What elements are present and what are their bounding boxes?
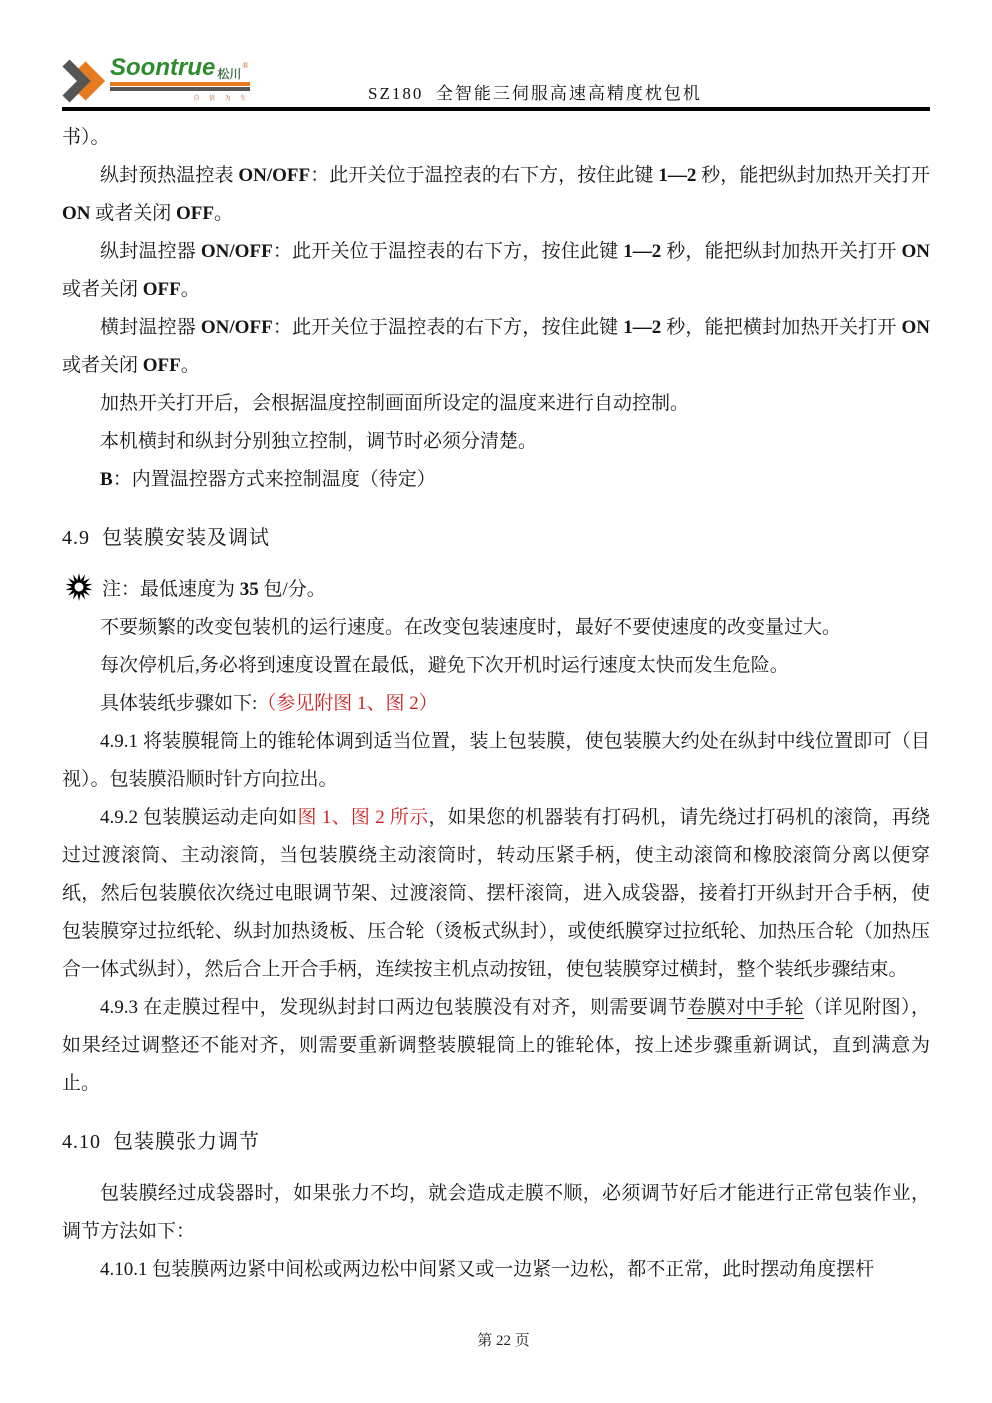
paragraph	[62, 609, 930, 647]
text-run: 纵封温控器	[100, 241, 201, 262]
text-run: 4.9.2 包装膜运动走向如	[100, 807, 298, 828]
text-run: ：此开关位于温控表的右下方，按住此键	[272, 317, 624, 338]
paragraph	[62, 119, 930, 157]
text-run: ON	[901, 317, 930, 338]
paragraph	[62, 685, 930, 723]
paragraph	[62, 385, 930, 423]
text-run: 或者关闭	[62, 355, 143, 376]
text-run: 4.9.3 在走膜过程中，发现纵封封口两边包装膜没有对齐，则需要调节	[100, 997, 688, 1018]
paragraph	[62, 723, 930, 799]
text-run: 图 1、图 2 所示	[297, 807, 429, 828]
text-run: ON/OFF	[238, 165, 311, 186]
text-run: B	[100, 469, 113, 490]
text-run: 本机横封和纵封分别独立控制，调节时必须分清楚。	[100, 431, 538, 452]
paragraph	[62, 309, 930, 385]
text-run: 1—2	[623, 241, 662, 262]
logo-bar-orange	[110, 82, 250, 86]
text-run: OFF	[176, 203, 215, 224]
text-run: 纵封预热温控表	[100, 165, 239, 186]
text-run: （参见附图 1、图 2）	[257, 693, 438, 714]
paragraph	[62, 799, 930, 989]
text-run: 秒，能把横封加热开关打开	[661, 317, 902, 338]
text-run: ON	[901, 241, 930, 262]
text-run: 。	[214, 203, 234, 224]
text-run: 。	[180, 355, 200, 376]
text-run: 书）。	[62, 127, 110, 148]
text-run: 不要频繁的改变包装机的运行速度。在改变包装速度时，最好不要使速度的改变量过大。	[100, 617, 842, 638]
starburst-icon	[64, 572, 94, 602]
text-run: 横封温控器	[100, 317, 201, 338]
text-run: 4.10.1 包装膜两边紧中间松或两边松中间紧又或一边紧一边松，都不正常，此时摆动角度摆杆	[100, 1259, 875, 1280]
text-run: （详见附图），如果经过调整还不能对齐，则需要重新调整装膜辊筒上的锥轮体，按上述步骤重新调试，直到满意为止。	[62, 997, 930, 1094]
text-run: 卷膜对中手轮	[687, 997, 804, 1018]
document-title: SZ180 全智能三伺服高速高精度枕包机	[368, 84, 702, 103]
text-run: 1—2	[623, 317, 662, 338]
text-run: 秒，能把纵封加热开关打开	[661, 241, 902, 262]
text-run: 或者关闭	[62, 279, 143, 300]
text-run: ，如果您的机器装有打码机，请先绕过打码机的滚筒，再绕过过渡滚筒、主动滚筒，当包装膜绕主动滚筒时，转动压紧手柄，使主动滚筒和橡胶滚筒分离以便穿纸，然后包装膜依次绕过电眼调节架、过渡滚筒、摆杆滚筒，进入成袋器，接着打开纵封开合手柄，使包装膜穿过拉纸轮、纵封加热烫板、压合轮（烫板式纵封），或使纸膜穿过拉纸轮、加热压合轮（加热压合一体式纵封），然后合上开合手柄，连续按主机点动按钮，使包装膜穿过横封，整个装纸步骤结束。	[62, 807, 930, 980]
text-run: 4.10 包装膜张力调节	[62, 1131, 260, 1153]
text-run: 每次停机后,务必将到速度设置在最低，避免下次开机时运行速度太快而发生危险。	[100, 655, 789, 676]
text-run: OFF	[142, 279, 181, 300]
text-run: 1—2	[658, 165, 697, 186]
text-run: 包装膜经过成袋器时，如果张力不均，就会造成走膜不顺，必须调节好后才能进行正常包装作业，调节方法如下：	[62, 1183, 930, 1242]
page-number: 第 22 页	[477, 1333, 530, 1349]
text-run: 4.9 包装膜安装及调试	[62, 527, 270, 549]
paragraph	[62, 1251, 930, 1289]
logo-brand-text: Soontrue	[110, 54, 216, 81]
page-footer	[0, 1312, 992, 1367]
double-chevron-icon	[62, 56, 108, 106]
paragraph	[62, 423, 930, 461]
paragraph	[62, 233, 930, 309]
text-run: ON/OFF	[200, 241, 273, 262]
text-run: ON/OFF	[200, 317, 273, 338]
paragraph	[62, 989, 930, 1103]
logo-slogan: 自 信 为 生	[193, 96, 250, 102]
text-run: 具体装纸步骤如下:	[100, 693, 258, 714]
logo-brandline	[110, 56, 250, 80]
section-heading	[62, 519, 930, 557]
page-header	[62, 0, 930, 111]
text-run: 包/分。	[258, 579, 326, 600]
soontrue-logo	[62, 56, 250, 106]
paragraph	[62, 647, 930, 685]
section-heading	[62, 1123, 930, 1161]
logo-brand-cn: 松川	[217, 67, 242, 81]
paragraph	[62, 157, 930, 233]
text-run: 加热开关打开后，会根据温度控制画面所设定的温度来进行自动控制。	[100, 393, 690, 414]
text-run: 。	[180, 279, 200, 300]
paragraph	[62, 1175, 930, 1251]
text-run: 秒，能把纵封加热开关打开	[696, 165, 930, 186]
text-run: 或者关闭	[90, 203, 177, 224]
note-line	[62, 571, 930, 609]
text-run: 注：最低速度为	[102, 579, 240, 600]
text-run: ：此开关位于温控表的右下方，按住此键	[310, 165, 659, 186]
paragraph	[62, 461, 930, 499]
text-run: 35	[239, 579, 259, 600]
text-run: OFF	[142, 355, 181, 376]
text-run: ON	[62, 203, 91, 224]
text-run: ：此开关位于温控表的右下方，按住此键	[272, 241, 624, 262]
document-body	[62, 119, 930, 1289]
logo-bar-gray	[110, 87, 250, 91]
text-run: ：内置温控器方式来控制温度（待定）	[112, 469, 436, 490]
logo-text-block	[110, 56, 250, 102]
text-run: 4.9.1 将装膜辊筒上的锥轮体调到适当位置，装上包装膜，使包装膜大约处在纵封中线位置即可（目视）。包装膜沿顺时针方向拉出。	[62, 731, 930, 790]
registered-mark-icon: ®	[242, 61, 249, 70]
